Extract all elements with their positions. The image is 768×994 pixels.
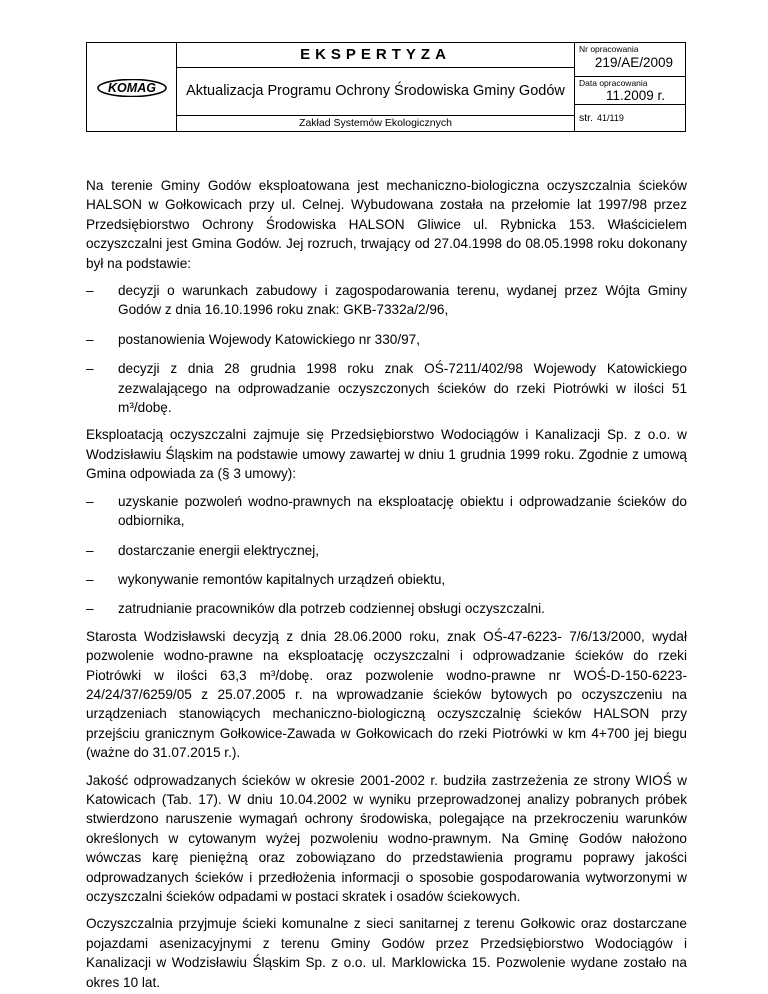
page-number: 41/119 <box>597 113 624 123</box>
list-item: – uzyskanie pozwoleń wodno-prawnych na eksploatację obiektu i odprowadzanie ścieków do odbiornika, <box>86 492 687 531</box>
paragraph-4: Jakość odprowadzanych ścieków w okresie 2001-2002 r. budziła zastrzeżenia ze strony WIOŚ w Katowicach (Tab. 17). W dniu 10.04.2002 w wyniku przeprowadzonej analizy pobranych próbek stwierdzono naruszenie wymagań ochrony środowiska, polegające na przekroczeniu warunków określonych w cytowanym wyżej pozwoleniu wodno-prawnym. Na Gminę Godów nałożono wówczas karę pieniężną oraz zobowiązano do przedstawienia programu poprawy jakości odprowadzanych ścieków i przedłożenia informacji o sposobie gospodarowania wytworzonymi w oczyszczalni ścieków odpadami w postaci skratek i osadów ściekowych. <box>86 772 687 904</box>
page-label: str. <box>579 112 594 124</box>
date-value: 11.2009 r. <box>605 88 665 103</box>
nr-label: Nr opracowania <box>579 44 639 54</box>
komag-logo <box>97 79 167 97</box>
list-item: – zatrudnianie pracowników dla potrzeb codziennej obsługi oczyszczalni. <box>86 599 687 618</box>
paragraph-1: Na terenie Gminy Godów eksploatowana jest mechaniczno-biologiczna oczyszczalnia ścieków HALSON w Gołkowicach przy ul. Celnej. Wybudowana została na przełomie lat 1997/98 przez Przedsiębiorstwo Ochrony Środowiska HALSON Gliwice ul. Rybnicka 153. Właścicielem oczyszczalni jest Gmina Godów. Jej rozruch, trwający od 27.04.1998 do 08.05.1998 roku dokonany był na podstawie: <box>86 178 687 271</box>
date-label: Data opracowania <box>579 78 648 88</box>
logo-cell <box>87 43 177 131</box>
document-header <box>86 42 686 132</box>
document-body <box>86 176 687 992</box>
list-item: – dostarczanie energii elektrycznej, <box>86 541 687 560</box>
list-item: – decyzji o warunkach zabudowy i zagospodarowania terenu, wydanej przez Wójta Gminy Godów z dnia 16.10.1996 roku znak: GKB-7332a/2/96, <box>86 281 687 320</box>
title-cell <box>177 43 575 131</box>
data-opracowania <box>575 77 685 105</box>
bullet-list-1 <box>86 281 687 417</box>
paragraph-3: Starosta Wodzisławski decyzją z dnia 28.06.2000 roku, znak OŚ-47-6223- 7/6/13/2000, wydał pozwolenie wodno-prawne na eksploatację oczyszczalni i odprowadzanie ścieków do rzeki Piotrówki w ilości 63,3 m³/dobę. oraz pozwolenie wodno-prawne nr WOŚ-D-150-6223-24/24/37/6259/05 z 25.07.2005 r. na wprowadzanie ścieków bytowych po oczyszczeniu na urządzeniach stanowiących mechaniczno-biologiczną oczyszczalnię ścieków HALSON przy przejściu granicznym Gołkowice-Zawada w Gołkowicach do rzeki Piotrówki w km 4+700 jej biegu (ważne do 31.07.2015 r.). <box>86 628 687 761</box>
nr-opracowania <box>575 43 685 77</box>
nr-value: 219/AE/2009 <box>594 55 673 70</box>
paragraph-2: Eksploatacją oczyszczalni zajmuje się Przedsiębiorstwo Wodociągów i Kanalizacji Sp. z o.o. w Wodzisławiu Śląskim na podstawie umowy zawartej w dniu 1 grudnia 1999 roku. Zgodnie z umową Gmina odpowiada za (§ 3 umowy): <box>86 427 687 482</box>
list-item: – wykonywanie remontów kapitalnych urządzeń obiektu, <box>86 570 687 589</box>
bullet-list-2 <box>86 492 687 619</box>
document-name: Aktualizacja Programu Ochrony Środowiska Gminy Godów <box>177 67 574 116</box>
meta-cell <box>575 43 685 131</box>
list-item: – decyzji z dnia 28 grudnia 1998 roku znak OŚ-7211/402/98 Wojewody Katowickiego zezwalającego na odprowadzanie oczyszczonych ścieków do rzeki Piotrówki w ilości 51 m³/dobę. <box>86 359 687 417</box>
department-name: Zakład Systemów Ekologicznych <box>299 117 452 129</box>
logo-text: KOMAG <box>108 81 156 96</box>
paragraph-5: Oczyszczalnia przyjmuje ścieki komunalne z sieci sanitarnej z terenu Gołkowic oraz dostarczane pojazdami asenizacyjnymi z terenu Gminy Godów przez Przedsiębiorstwo Wodociągów i Kanalizacji w Wodzisławiu Śląskim Sp. z o.o. ul. Marklowicka 15. Pozwolenie wydane zostało na okres 10 lat. <box>86 916 687 990</box>
page-number-block <box>575 105 685 131</box>
document-type-title: EKSPERTYZA <box>177 43 574 68</box>
list-item: – postanowienia Wojewody Katowickiego nr 330/97, <box>86 330 687 349</box>
